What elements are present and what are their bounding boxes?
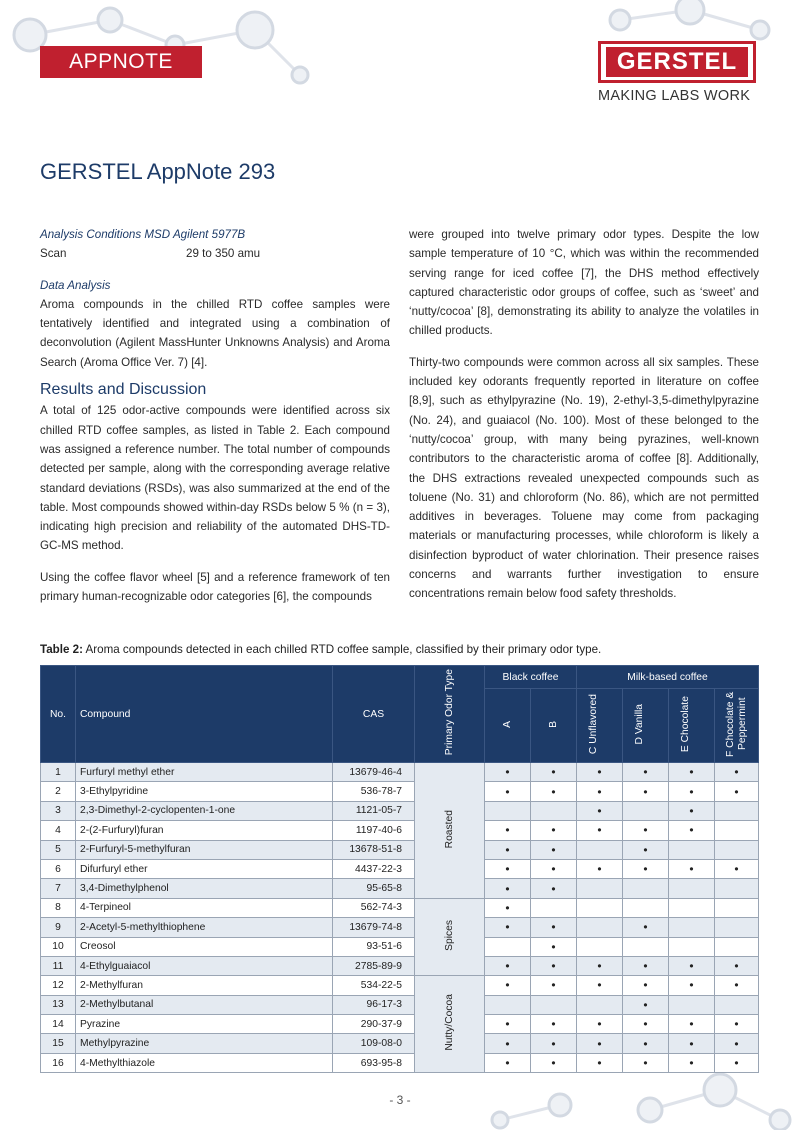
cas-number: 693-95-8 [333,1053,415,1072]
compound-name: Creosol [76,937,333,956]
data-analysis-text: Aroma compounds in the chilled RTD coffee samples were tentatively identified and integrated using a combination of deconvolution (Agilent MassHunter Unknowns Analysis) and Aroma Search (Aroma Office Ver. 7) [4]. [40,297,390,369]
detection-cell: • [485,763,531,782]
table-caption [40,643,601,656]
detection-cell: • [485,956,531,975]
detection-cell [623,937,669,956]
detection-cell: • [715,763,759,782]
row-number: 6 [41,859,76,878]
detection-cell: • [531,918,577,937]
header-compound: Compound [76,666,333,763]
detection-cell [577,879,623,898]
table-caption-text: Aroma compounds detected in each chilled RTD coffee sample, classified by their primary odor type. [82,643,602,656]
detection-cell: • [577,763,623,782]
compound-name: Difurfuryl ether [76,859,333,878]
detection-cell [577,840,623,859]
logo-tagline: MAKING LABS WORK [598,88,751,104]
table-row [41,995,759,1014]
detection-cell [669,918,715,937]
cas-number: 1197-40-6 [333,821,415,840]
detection-cell: • [531,1015,577,1034]
detection-cell: • [623,1034,669,1053]
detection-cell [715,840,759,859]
row-number: 13 [41,995,76,1014]
appnote-badge: APPNOTE [40,46,202,78]
row-number: 14 [41,1015,76,1034]
detection-cell: • [485,898,531,917]
detection-cell [715,937,759,956]
detection-cell [531,995,577,1014]
cas-number: 95-65-8 [333,879,415,898]
table-row [41,898,759,917]
header-odor-type: Primary Odor Type [415,666,485,763]
detection-cell: • [485,859,531,878]
cas-number: 96-17-3 [333,995,415,1014]
data-analysis-heading: Data Analysis [40,278,111,292]
header-sample-f: F Chocolate & Peppermint [715,689,759,763]
detection-cell [715,879,759,898]
odor-type-label: Spices [444,920,455,951]
row-number: 9 [41,918,76,937]
right-column [409,225,759,604]
detection-cell: • [485,879,531,898]
detection-cell: • [623,763,669,782]
row-number: 8 [41,898,76,917]
detection-cell [485,995,531,1014]
detection-cell [715,918,759,937]
detection-cell: • [669,801,715,820]
detection-cell: • [531,763,577,782]
row-number: 7 [41,879,76,898]
detection-cell: • [623,956,669,975]
detection-cell: • [623,976,669,995]
detection-cell [715,995,759,1014]
table-row [41,1034,759,1053]
compound-name: Pyrazine [76,1015,333,1034]
detection-cell: • [623,782,669,801]
detection-cell [715,898,759,917]
detection-cell: • [623,918,669,937]
row-number: 3 [41,801,76,820]
header-sample-e: E Chocolate [669,689,715,763]
table-body [41,763,759,1073]
row-number: 1 [41,763,76,782]
detection-cell [485,937,531,956]
detection-cell [669,898,715,917]
document-title: GERSTEL AppNote 293 [40,159,276,184]
detection-cell: • [485,821,531,840]
table-row [41,1053,759,1072]
compound-name: 2-Methylfuran [76,976,333,995]
scan-label: Scan [40,247,67,261]
analysis-conditions-heading: Analysis Conditions MSD Agilent 5977B [40,228,246,241]
table-row [41,1015,759,1034]
detection-cell: • [577,976,623,995]
table-row [41,821,759,840]
header-sample-c: C Unflavored [577,689,623,763]
cas-number: 536-78-7 [333,782,415,801]
detection-cell: • [715,1015,759,1034]
detection-cell: • [623,840,669,859]
row-number: 2 [41,782,76,801]
detection-cell: • [577,859,623,878]
detection-cell: • [531,976,577,995]
header-sample-a: A [485,689,531,763]
results-heading: Results and Discussion [40,381,207,399]
odor-type-cell [415,898,485,976]
scan-row [40,244,390,263]
table-row [41,801,759,820]
row-number: 16 [41,1053,76,1072]
compound-name: 4-Terpineol [76,898,333,917]
detection-cell: • [669,1015,715,1034]
detection-cell: • [531,1034,577,1053]
detection-cell: • [715,782,759,801]
detection-cell [577,918,623,937]
right-paragraph-2: Thirty-two compounds were common across all six samples. These included key odorants frequently reported in literature on coffee [8,9], such as ethylpyrazine (No. 19), 2-ethyl-3,5-dimethylpyrazine (No. 24), and guaiacol (No. 100). Most of these belonged to the ‘nutty/cocoa’ group, with many being pyrazines, well-known contributors to the characteristic aroma of coffee [8]. Additionally, the DHS extractions revealed unexpected compounds such as toluene (No. 31) and chloroform (No. 86), which are not permitted additives in beverages. Toluene may come from packaging materials or manufacturing processes, while chloroform is likely a disinfection byproduct of water chlorination. Their presence raises concerns and warrants further investigation to ensure concentrations remain below food safety thresholds. [409,355,759,601]
detection-cell: • [669,859,715,878]
results-paragraph-2: Using the coffee flavor wheel [5] and a reference framework of ten primary human-recognizable odor categories [6], the compounds [40,570,390,604]
row-number: 5 [41,840,76,859]
detection-cell [669,995,715,1014]
header-cas: CAS [333,666,415,763]
compound-name: 4-Ethylguaiacol [76,956,333,975]
detection-cell: • [485,1053,531,1072]
detection-cell: • [669,1034,715,1053]
row-number: 15 [41,1034,76,1053]
detection-cell: • [623,859,669,878]
odor-type-label: Nutty/Cocoa [444,994,455,1052]
compound-name: 4-Methylthiazole [76,1053,333,1072]
odor-type-cell [415,976,485,1073]
table-row [41,918,759,937]
compound-name: 3,4-Dimethylphenol [76,879,333,898]
detection-cell: • [485,782,531,801]
header-sample-d: D Vanilla [623,689,669,763]
odor-type-cell [415,763,485,899]
right-paragraph-1: were grouped into twelve primary odor types. Despite the low sample temperature of 10 °C, which was within the recommended serving range for iced coffee [7], the DHS method effectively captured characteristic odor groups of coffee, such as ‘sweet’ and ‘nutty/cocoa’ [8], demonstrating its ability to analyze the volatiles in chilled products. [409,228,759,338]
table-caption-label: Table 2: [40,643,83,656]
cas-number: 13679-74-8 [333,918,415,937]
table-row [41,937,759,956]
compound-name: Furfuryl methyl ether [76,763,333,782]
detection-cell: • [623,821,669,840]
detection-cell: • [669,956,715,975]
compound-name: 2-Acetyl-5-methylthiophene [76,918,333,937]
detection-cell [669,937,715,956]
detection-cell: • [531,782,577,801]
compound-name: 2-(2-Furfuryl)furan [76,821,333,840]
gerstel-logo [598,41,756,83]
detection-cell [577,995,623,1014]
detection-cell [623,879,669,898]
row-number: 4 [41,821,76,840]
detection-cell: • [623,1053,669,1072]
detection-cell: • [577,801,623,820]
detection-cell: • [485,976,531,995]
detection-cell [715,801,759,820]
header-black-coffee: Black coffee [485,666,577,689]
table-row [41,782,759,801]
table-row [41,840,759,859]
cas-number: 13678-51-8 [333,840,415,859]
detection-cell [485,801,531,820]
detection-cell [715,821,759,840]
detection-cell: • [577,782,623,801]
cas-number: 13679-46-4 [333,763,415,782]
detection-cell: • [577,1034,623,1053]
compound-name: 3-Ethylpyridine [76,782,333,801]
header-sample-b: B [531,689,577,763]
compound-name: 2-Furfuryl-5-methylfuran [76,840,333,859]
row-number: 11 [41,956,76,975]
detection-cell: • [485,1015,531,1034]
detection-cell: • [531,879,577,898]
table-row [41,879,759,898]
detection-cell: • [485,1034,531,1053]
detection-cell: • [531,859,577,878]
detection-cell: • [531,937,577,956]
detection-cell: • [531,821,577,840]
detection-cell: • [623,1015,669,1034]
detection-cell [623,898,669,917]
compounds-table [40,665,759,1073]
detection-cell [531,801,577,820]
detection-cell: • [577,1053,623,1072]
detection-cell [669,879,715,898]
table-row [41,976,759,995]
detection-cell [577,898,623,917]
results-paragraph-1: A total of 125 odor-active compounds were identified across six chilled RTD coffee samples, as listed in Table 2. Each compound was assigned a reference number. The total number of compounds detected per sample, along with the corresponding average relative standard deviations (RSDs), was also summarized at the end of the table. Most compounds showed within-day RSDs below 5 % (n = 3), indicating high precision and reliability of the automated DHS-TD-GC-MS method. [40,404,390,553]
compound-name: 2,3-Dimethyl-2-cyclopenten-1-one [76,801,333,820]
table-row [41,763,759,782]
detection-cell: • [715,976,759,995]
cas-number: 562-74-3 [333,898,415,917]
header-milk-coffee: Milk-based coffee [577,666,759,689]
detection-cell: • [531,1053,577,1072]
detection-cell [623,801,669,820]
detection-cell [669,840,715,859]
detection-cell: • [531,956,577,975]
detection-cell: • [715,956,759,975]
detection-cell: • [623,995,669,1014]
detection-cell: • [715,859,759,878]
detection-cell: • [485,918,531,937]
table-row [41,956,759,975]
cas-number: 290-37-9 [333,1015,415,1034]
detection-cell: • [577,1015,623,1034]
table-row [41,859,759,878]
cas-number: 4437-22-3 [333,859,415,878]
compound-name: Methylpyrazine [76,1034,333,1053]
detection-cell: • [577,956,623,975]
row-number: 12 [41,976,76,995]
header-no: No. [41,666,76,763]
detection-cell: • [669,763,715,782]
detection-cell: • [669,782,715,801]
cas-number: 2785-89-9 [333,956,415,975]
gerstel-logo-text: GERSTEL [606,47,748,77]
detection-cell [531,898,577,917]
left-column [40,225,390,606]
page-number: - 3 - [389,1093,411,1107]
detection-cell: • [531,840,577,859]
cas-number: 93-51-6 [333,937,415,956]
cas-number: 109-08-0 [333,1034,415,1053]
detection-cell: • [669,821,715,840]
detection-cell: • [577,821,623,840]
row-number: 10 [41,937,76,956]
detection-cell [577,937,623,956]
detection-cell: • [485,840,531,859]
cas-number: 534-22-5 [333,976,415,995]
scan-value: 29 to 350 amu [186,247,261,261]
cas-number: 1121-05-7 [333,801,415,820]
compound-name: 2-Methylbutanal [76,995,333,1014]
detection-cell: • [715,1034,759,1053]
odor-type-label: Roasted [444,809,455,849]
detection-cell: • [669,1053,715,1072]
detection-cell: • [669,976,715,995]
detection-cell: • [715,1053,759,1072]
